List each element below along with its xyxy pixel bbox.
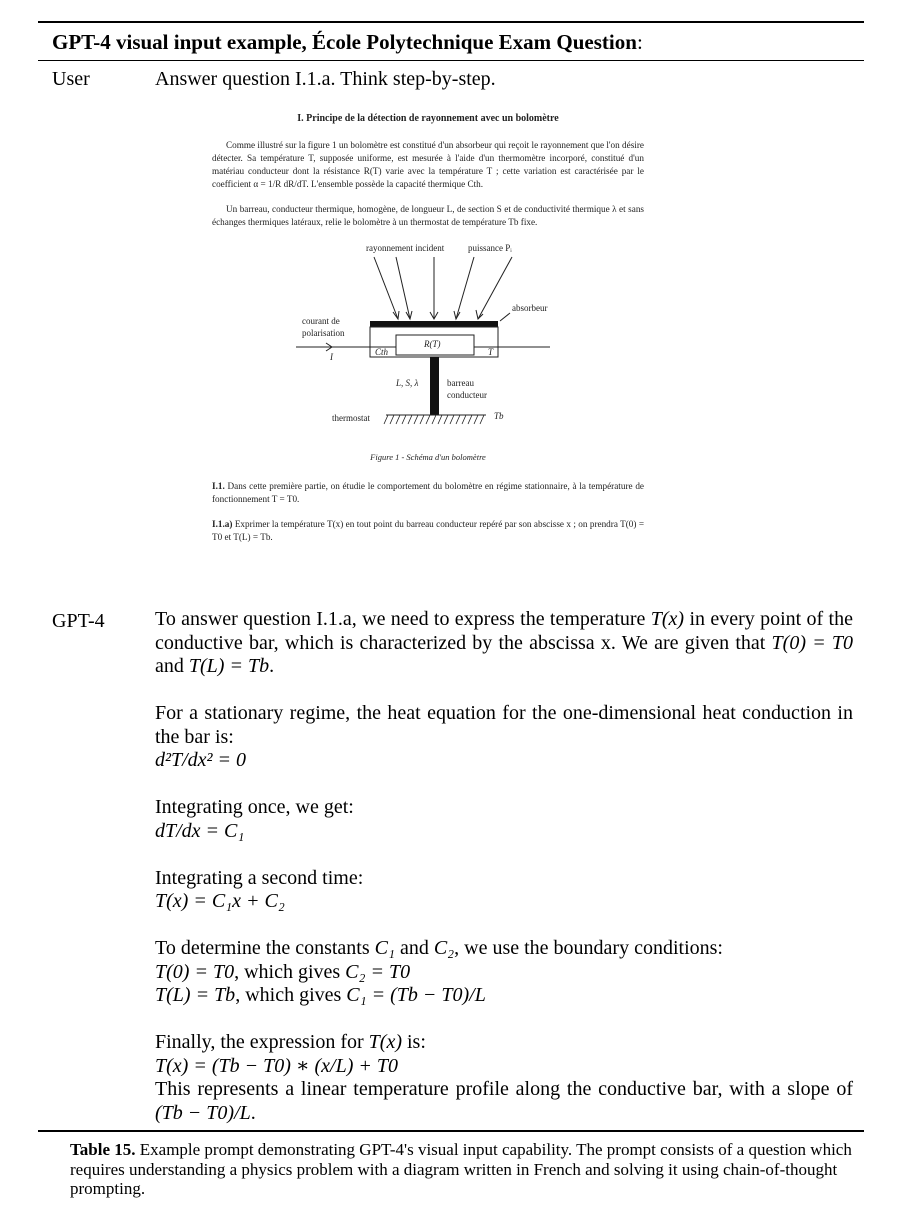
bottom-rule bbox=[38, 1130, 864, 1132]
answer-paragraph-7: This represents a linear temperature profile along the conductive bar, with a slope of (Tb − T0)/L. bbox=[155, 1078, 853, 1124]
equation-second-integral: T(x) = C₁x + C₂ bbox=[155, 890, 285, 912]
answer-paragraph-1: To answer question I.1.a, we need to express the temperature T(x) in every point of the conductive bar, which is characterized by the abscissa x. We are given that T(0) = T0 and T(L) = Tb. bbox=[155, 608, 854, 677]
figure-caption: Figure 1 - Schéma d'un bolomètre bbox=[370, 452, 486, 462]
answer-paragraph-2: For a stationary regime, the heat equation for the one-dimensional heat conduction in the bar is: bbox=[155, 702, 853, 748]
label-Tb: Tb bbox=[494, 411, 504, 421]
exam-question-1a: I.1.a) Exprimer la température T(x) en tout point du barreau conducteur repéré par son abscisse x ; on prendra T(0) = T0 et T(L) = Tb. bbox=[212, 519, 645, 542]
role-label-user: User bbox=[52, 68, 90, 90]
label-rayonnement: rayonnement incident bbox=[366, 243, 445, 253]
radiation-arrows bbox=[374, 257, 512, 319]
boundary-condition-2: T(L) = Tb, which gives C₁ = (Tb − T0)/L bbox=[155, 984, 486, 1006]
table-header-title: GPT-4 visual input example, École Polytechnique Exam Question: bbox=[52, 30, 643, 54]
exam-question-1: I.1. Dans cette première partie, on étudie le comportement du bolomètre en régime stationnaire, à la température de fonctionnement T = T0. bbox=[212, 481, 645, 504]
equation-heat: d²T/dx² = 0 bbox=[155, 749, 247, 771]
exam-page-image bbox=[212, 112, 644, 556]
table-caption: Table 15. Example prompt demonstrating GPT-4's visual input capability. The prompt consists of a question which requires understanding a physics problem with a diagram written in French and solving it using chain-of-thought prompting. bbox=[70, 1140, 852, 1198]
label-courant-1: courant de bbox=[302, 316, 340, 326]
bolometer-diagram bbox=[212, 241, 644, 451]
exam-paragraph-2: Un barreau, conducteur thermique, homogène, de longueur L, de section S et de conductivité thermique λ et sans échanges thermiques latéraux, relie le bolomètre à un thermostat de température Tb fixe. bbox=[212, 204, 644, 227]
label-RT: R(T) bbox=[424, 339, 441, 349]
label-LSlambda: L, S, λ bbox=[396, 378, 419, 388]
user-message: Answer question I.1.a. Think step-by-step. bbox=[155, 68, 496, 90]
role-label-gpt4: GPT-4 bbox=[52, 610, 105, 632]
label-barreau-1: barreau bbox=[447, 378, 474, 388]
equation-final: T(x) = (Tb − T0) ∗ (x/L) + T0 bbox=[155, 1054, 398, 1077]
answer-paragraph-5: To determine the constants C₁ and C₂, we use the boundary conditions: bbox=[155, 937, 723, 959]
conductive-bar bbox=[430, 357, 439, 415]
top-rule bbox=[38, 21, 864, 23]
exam-title: I. Principe de la détection de rayonnement avec un bolomètre bbox=[297, 113, 559, 124]
boundary-condition-1: T(0) = T0, which gives C₂ = T0 bbox=[155, 960, 411, 983]
answer-paragraph-3: Integrating once, we get: bbox=[155, 796, 354, 818]
label-thermostat: thermostat bbox=[332, 413, 370, 423]
label-Cth: Cth bbox=[375, 347, 389, 357]
label-I: I bbox=[330, 352, 333, 362]
label-barreau-2: conducteur bbox=[447, 390, 487, 400]
absorber-plate bbox=[370, 321, 498, 327]
header-rule bbox=[38, 60, 864, 61]
label-absorbeur: absorbeur bbox=[512, 303, 548, 313]
answer-paragraph-6: Finally, the expression for T(x) is: bbox=[155, 1031, 426, 1053]
answer-paragraph-4: Integrating a second time: bbox=[155, 866, 364, 889]
label-puissance: puissance Pᵢ bbox=[468, 243, 512, 253]
gpt4-answer bbox=[155, 608, 853, 1125]
label-courant-2: polarisation bbox=[302, 328, 345, 338]
label-T: T bbox=[488, 347, 494, 357]
exam-paragraph-1: Comme illustré sur la figure 1 un bolomètre est constitué d'un absorbeur qui reçoit le rayonnement que l'on désire détecter. Sa température T, supposée uniforme, est mesurée à l'aide d'un thermomètre incorporé, constitué d'un matériau conducteur dont la résistance R(T) varie avec la température T ; cette variation est caractérisée par le coefficient α = 1/R dR/dT. L'ensemble possède la capacité thermique Cth. bbox=[212, 140, 644, 189]
equation-first-integral: dT/dx = C₁ bbox=[155, 819, 245, 842]
